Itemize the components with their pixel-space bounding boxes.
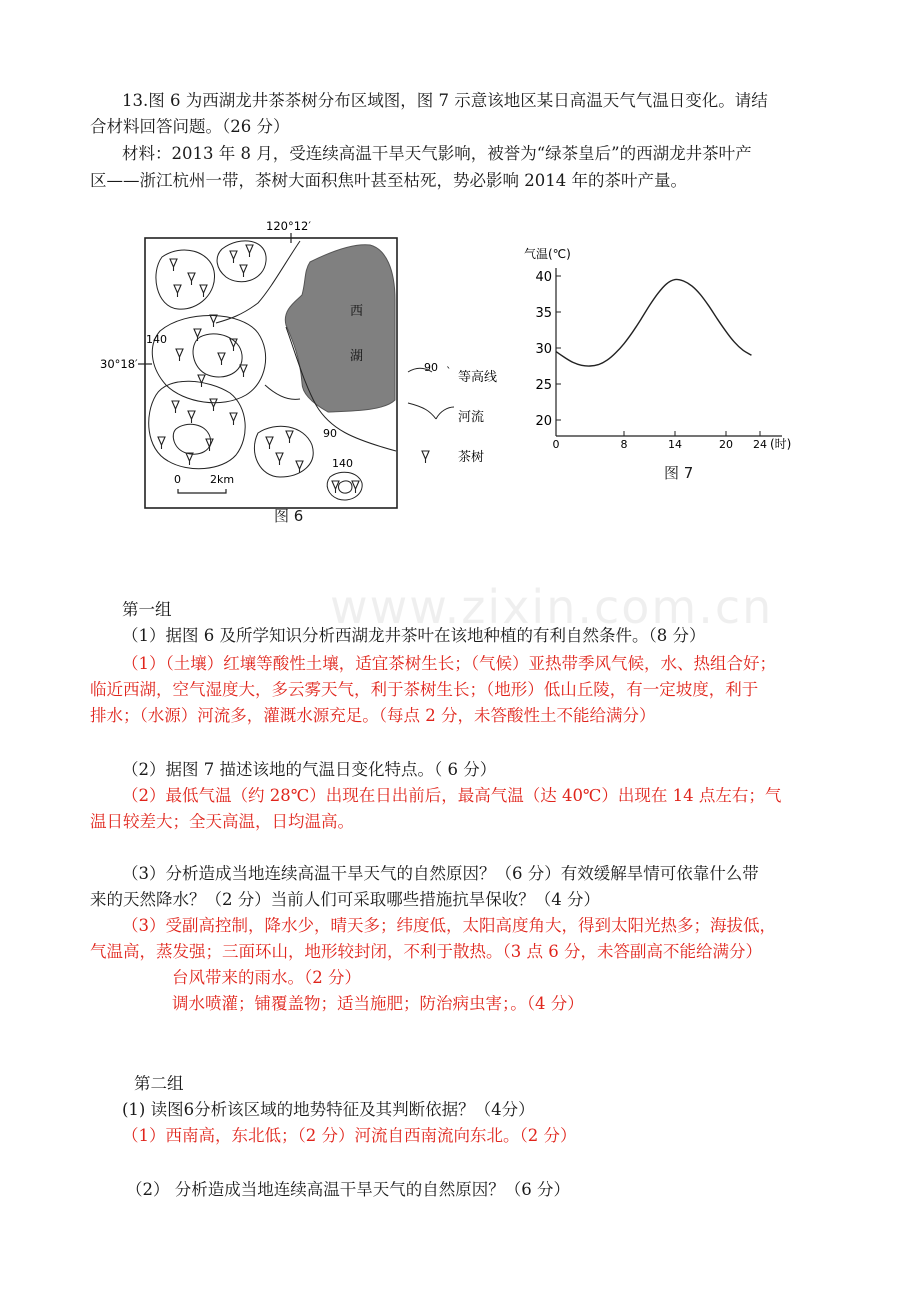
group2-q1: (1) 读图6分析该区域的地势特征及其判断依据？（4分） bbox=[122, 1100, 535, 1119]
x-tick-label: 20 bbox=[719, 438, 733, 451]
watermark: www.zixin.com.cn bbox=[330, 580, 774, 634]
legend-contour-tick: ` bbox=[446, 365, 452, 378]
group1-q3-line1: （3）分析造成当地连续高温干旱天气的自然原因？（6 分）有效缓解旱情可依靠什么带 bbox=[122, 864, 759, 883]
group1-a2-line1: （2）最低气温（约 28℃）出现在日出前后，最高气温（达 40℃）出现在 14 点左右；气 bbox=[122, 786, 782, 805]
group1-q3-line2: 来的天然降水？（2 分）当前人们可采取哪些措施抗旱保收？（4 分） bbox=[90, 890, 600, 909]
temperature-chart bbox=[520, 240, 810, 470]
group1-a3-line1: （3）受副高控制，降水少，晴天多；纬度低，太阳高度角大，得到太阳光热多；海拔低， bbox=[122, 916, 776, 935]
y-tick-label: 20 bbox=[535, 414, 552, 429]
legend-river-label: 河流 bbox=[458, 410, 485, 425]
lake-char-1: 西 bbox=[350, 304, 364, 319]
y-tick-label: 25 bbox=[535, 378, 552, 393]
x-tick-label: 0 bbox=[552, 438, 560, 451]
contour-140-inner bbox=[193, 334, 242, 377]
group2-q2: （2） 分析造成当地连续高温干旱天气的自然原因？（6 分） bbox=[126, 1180, 570, 1199]
group1-a1-line1: （1）（土壤）红壤等酸性土壤，适宜茶树生长；（气候）亚热带季风气候，水、热组合好； bbox=[122, 654, 776, 673]
group2-a1: （1）西南高，东北低；（2 分）河流自西南流向东北。（2 分） bbox=[122, 1126, 577, 1145]
chart-caption: 图 7 bbox=[664, 464, 694, 482]
tea-distribution-map bbox=[90, 215, 530, 535]
material-line-2: 区——浙江杭州一带，茶树大面积焦叶甚至枯死，势必影响 2014 年的茶叶产量。 bbox=[90, 171, 687, 190]
river-3 bbox=[265, 385, 300, 399]
question-line-2: 合材料回答问题。（26 分） bbox=[90, 117, 290, 136]
temperature-series-line bbox=[556, 279, 752, 366]
y-tick-label: 40 bbox=[535, 270, 552, 285]
legend-contour-label: 等高线 bbox=[458, 370, 498, 385]
x-tick-label: 8 bbox=[620, 438, 628, 451]
question-line-1: 13.图 6 为西湖龙井茶茶树分布区域图，图 7 示意该地区某日高温天气气温日变化。请结 bbox=[122, 91, 768, 110]
x-tick-label: 24 bbox=[753, 438, 767, 451]
legend-river-line bbox=[408, 403, 454, 419]
scale-zero: 0 bbox=[174, 473, 181, 486]
contour-140-small-inner bbox=[339, 481, 353, 493]
lat-label: 30°18′ bbox=[100, 357, 138, 371]
group1-a3-line2: 气温高，蒸发强；三面环山，地形较封闭，不利于散热。（3 点 6 分，未答副高不能给满分） bbox=[90, 942, 762, 961]
group1-a2-line2: 温日较差大；全天高温，日均温高。 bbox=[90, 812, 354, 831]
x-tick-label: 14 bbox=[668, 438, 682, 451]
scale-length: 2km bbox=[210, 473, 235, 486]
chart-xlabel: (时) bbox=[770, 437, 792, 451]
scale-bar bbox=[178, 489, 226, 493]
west-lake bbox=[285, 245, 395, 412]
legend-contour-value: 90 bbox=[424, 361, 438, 374]
group1-a3-line4: 调水喷灌；铺覆盖物；适当施肥；防治病虫害；。（4 分） bbox=[172, 994, 584, 1013]
contour-n bbox=[217, 241, 266, 282]
contour-sw-inner bbox=[173, 424, 210, 454]
map-caption: 图 6 bbox=[274, 507, 304, 525]
legend-tea-label: 茶树 bbox=[458, 450, 485, 465]
group1-q1: （1）据图 6 及所学知识分析西湖龙井茶叶在该地种植的有利自然条件。（8 分） bbox=[122, 626, 706, 645]
contour-label-140-a: 140 bbox=[146, 333, 167, 346]
group1-a1-line2: 临近西湖，空气湿度大，多云雾天气，利于茶树生长；（地形）低山丘陵，有一定坡度，利于 bbox=[90, 680, 759, 699]
group1-title: 第一组 bbox=[122, 600, 172, 619]
group1-a1-line3: 排水；（水源）河流多，灌溉水源充足。（每点 2 分，未答酸性土不能给满分） bbox=[90, 706, 656, 725]
contour-label-140-b: 140 bbox=[332, 457, 353, 470]
y-tick-label: 30 bbox=[535, 342, 552, 357]
chart-ylabel: 气温(℃) bbox=[524, 247, 571, 261]
lon-label: 120°12′ bbox=[266, 219, 311, 233]
legend-tea-icon bbox=[422, 451, 429, 463]
contour-nw bbox=[156, 250, 215, 309]
y-tick-label: 35 bbox=[535, 306, 552, 321]
group2-title: 第二组 bbox=[134, 1074, 184, 1093]
lake-char-2: 湖 bbox=[350, 349, 364, 364]
group1-a3-line3: 台风带来的雨水。（2 分） bbox=[172, 968, 361, 987]
material-line-1: 材料：2013 年 8 月，受连续高温干旱天气影响，被誉为“绿茶皇后”的西湖龙井茶叶产 bbox=[122, 144, 752, 163]
contour-south bbox=[254, 426, 313, 477]
group1-q2: （2）据图 7 描述该地的气温日变化特点。（ 6 分） bbox=[122, 760, 497, 779]
contour-label-90-a: 90 bbox=[323, 427, 337, 440]
contour-140-outer bbox=[152, 315, 265, 402]
